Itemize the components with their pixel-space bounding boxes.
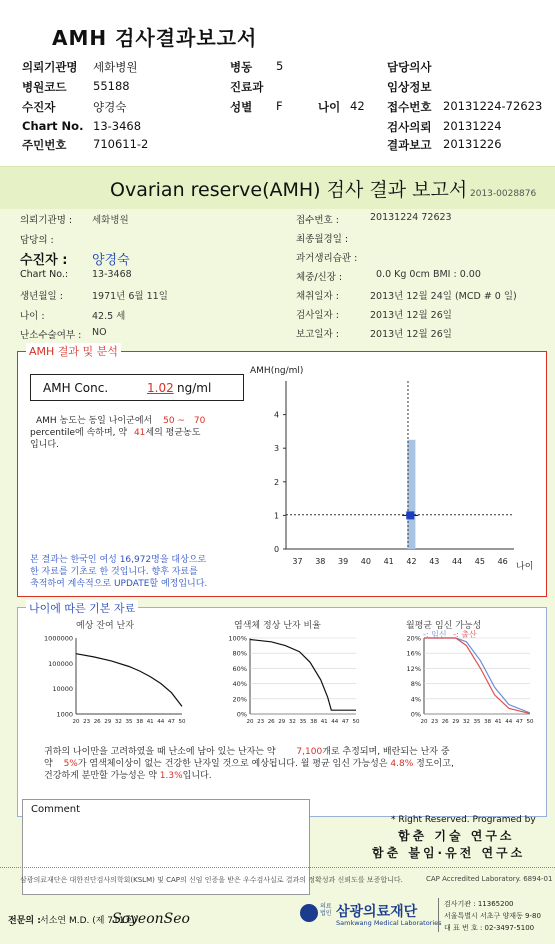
summary-eggs: 7,100 <box>296 747 323 757</box>
info-label: 최종월경일 : <box>296 234 349 245</box>
mini-x-tick-label: 26 <box>441 719 449 725</box>
mini-y-tick-label: 1000 <box>56 710 73 719</box>
mini-x-tick-label: 20 <box>246 719 254 725</box>
x-tick-label: 40 <box>360 557 371 566</box>
mini-y-tick-label: 10000 <box>52 685 73 694</box>
mini-x-tick-label: 47 <box>341 719 349 725</box>
desc-text: percentile에 속하며, 약 <box>30 428 128 438</box>
header-value: 20131224 <box>443 119 502 133</box>
mini-x-tick-label: 20 <box>420 719 428 725</box>
biz-number: 검사기관 : 11365200 <box>444 900 514 908</box>
range-bar <box>407 440 415 549</box>
amh-conc-label: AMH Conc. <box>43 381 109 395</box>
header-label: 수진자 <box>22 100 56 114</box>
info-label: 의뢰기관명 : <box>20 215 73 226</box>
desc-text: 세의 평균농도 <box>145 428 201 438</box>
summary-line <box>44 768 212 781</box>
header-value: 710611-2 <box>93 137 149 151</box>
report-title: Ovarian reserve(AMH) 검사 결과 보고서 <box>110 179 468 201</box>
company-name-en: Samkwang Medical Laboratories <box>336 919 442 927</box>
mini-x-tick-label: 44 <box>505 719 513 725</box>
mini-x-tick-label: 50 <box>352 719 360 725</box>
summary-text: 개로 추정되며, 배란되는 난자 중 <box>322 747 450 757</box>
institute-2: 함춘 불임·유전 연구소 <box>372 846 526 860</box>
summary-text: 건강하게 분만할 가능성은 약 <box>44 771 157 781</box>
y-tick-label: 0 <box>274 545 280 554</box>
info-label: 검사일자 : <box>296 310 339 321</box>
mini-x-tick-label: 32 <box>462 719 470 725</box>
mini-x-tick-label: 41 <box>320 719 328 725</box>
cap-text: CAP Accredited Laboratory. 6894-01 <box>426 875 553 883</box>
comment-label: Comment <box>31 804 80 815</box>
data-note-line: 축적하여 계속적으로 UPDATE할 예정입니다. <box>30 579 208 589</box>
header-label: 결과보고 <box>387 138 432 152</box>
info-label: 생년월일 : <box>20 291 63 302</box>
mini-x-tick-label: 29 <box>452 719 460 725</box>
info-value: 세화병원 <box>92 215 129 226</box>
info-label: 체중/신장 : <box>296 272 343 283</box>
doctor-signature: SoyeonSeo <box>112 911 190 927</box>
institute-1: 함춘 기술 연구소 <box>398 829 515 843</box>
header-value: 5 <box>276 59 284 73</box>
mini-x-tick-label: 35 <box>473 719 481 725</box>
header-value: 20131226 <box>443 137 502 151</box>
header-label: Chart No. <box>22 119 84 133</box>
mini-y-tick-label: 80% <box>232 649 247 658</box>
header-label: 담당의사 <box>387 60 432 74</box>
header-value: 양경숙 <box>93 100 127 114</box>
desc-text: AMH 농도는 동일 나이군에서 <box>36 416 153 426</box>
header-label: 접수번호 <box>387 100 432 114</box>
y-axis-label: AMH(ng/ml) <box>250 366 304 376</box>
mini-x-tick-label: 44 <box>331 719 339 725</box>
mini-x-tick-label: 32 <box>288 719 296 725</box>
mini-series-line-0 <box>424 638 530 713</box>
amh-conc-box <box>30 374 244 401</box>
mini-y-tick-label: 60% <box>232 664 247 673</box>
pct-sep: ~ <box>177 416 185 426</box>
info-label: 접수번호 : <box>296 215 339 226</box>
summary-text: 약 <box>44 759 53 769</box>
summary-text: 귀하의 나이만을 고려하였을 때 난소에 남아 있는 난자는 약 <box>44 747 276 757</box>
x-tick-label: 43 <box>429 557 440 566</box>
doctor-name: 서소연 M.D. (제 711호) <box>40 916 137 926</box>
company-name: 삼광의료재단 <box>336 904 418 920</box>
mini-x-tick-label: 23 <box>431 719 439 725</box>
summary-abnormal: 5% <box>63 759 78 769</box>
mini-y-tick-label: 0% <box>410 710 421 719</box>
header-value: 20131224-72623 <box>443 99 543 113</box>
mini-x-tick-label: 29 <box>278 719 286 725</box>
company-prefix: 의료법인 <box>320 903 332 917</box>
info-label: 난소수술여부 : <box>20 330 82 341</box>
header-label: 병원코드 <box>22 80 67 94</box>
info-value: 2013년 12월 24일 (MCD # 0 일) <box>370 291 517 302</box>
company-tel: 대 표 번 호 : 02-3497-5100 <box>444 924 535 932</box>
header-label: 성별 <box>230 100 253 114</box>
x-tick-label: 45 <box>474 557 485 566</box>
mini-x-tick-label: 50 <box>526 719 534 725</box>
mini-y-tick-label: 8% <box>410 680 421 689</box>
legend-icon-pregnancy: -: <box>423 630 432 639</box>
y-tick-label: 1 <box>274 511 280 521</box>
chart-title-normal-eggs: 염색체 정상 난자 비율 <box>234 621 321 631</box>
mini-x-tick-label: 38 <box>484 719 492 725</box>
info-label: 채취일자 : <box>296 291 339 302</box>
header-label: 병동 <box>230 60 253 74</box>
patient-name-label: 수진자 : <box>20 253 68 268</box>
header-label: 주민번호 <box>22 138 67 152</box>
amh-description-line: 입니다. <box>30 440 59 450</box>
x-tick-label: 42 <box>406 557 417 566</box>
mini-x-tick-label: 38 <box>136 719 144 725</box>
info-value: NO <box>92 327 107 338</box>
info-label: 보고일자 : <box>296 329 339 340</box>
age-ref: 41 <box>133 428 146 438</box>
mini-y-tick-label: 4% <box>410 695 421 704</box>
info-label: 과거생리습관 : <box>296 253 358 264</box>
data-point <box>406 511 414 519</box>
mini-series-line-0 <box>250 640 356 711</box>
company-address: 서울특별시 서초구 양재동 9-80 <box>444 912 541 920</box>
mini-x-tick-label: 50 <box>178 719 186 725</box>
summary-birth: 1.3% <box>159 771 183 781</box>
mini-x-tick-label: 41 <box>494 719 502 725</box>
x-tick-label: 46 <box>497 557 508 566</box>
report-sheet <box>0 166 555 944</box>
x-tick-label: 44 <box>452 557 463 566</box>
analysis-title: AMH 결과 및 분석 <box>26 343 121 359</box>
mini-y-tick-label: 0% <box>236 710 247 719</box>
y-tick-label: 2 <box>274 477 280 487</box>
basic-data-panel <box>17 602 547 817</box>
mini-y-tick-label: 1000000 <box>44 634 73 643</box>
data-note-line: 본 결과는 한국인 여성 16,972명을 대상으로 <box>30 555 207 565</box>
contact-divider <box>438 898 439 932</box>
mini-x-tick-label: 32 <box>114 719 122 725</box>
info-value: 2013년 12월 26일 <box>370 310 452 321</box>
mini-x-tick-label: 26 <box>267 719 275 725</box>
amh-age-chart <box>250 361 540 585</box>
header-value: F <box>276 99 283 113</box>
y-tick-label: 3 <box>274 444 280 454</box>
mini-x-tick-label: 29 <box>104 719 112 725</box>
x-tick-label: 38 <box>315 557 326 566</box>
x-tick-label: 39 <box>338 557 349 566</box>
header-label: 의뢰기관명 <box>22 60 78 74</box>
mini-y-tick-label: 20% <box>232 695 247 704</box>
mini-y-tick-label: 20% <box>406 634 421 643</box>
mini-y-tick-label: 40% <box>232 680 247 689</box>
mini-series-line-0 <box>76 654 182 707</box>
patient-name: 양경숙 <box>92 253 130 268</box>
info-value: 42.5 세 <box>92 311 126 322</box>
report-number: 2013-0028876 <box>470 189 537 199</box>
mini-x-tick-label: 35 <box>299 719 307 725</box>
data-note-line: 한 자료를 기초로 한 것입니다. 향후 자료를 <box>30 567 198 577</box>
mini-y-tick-label: 100000 <box>48 659 73 668</box>
header-label: 진료과 <box>230 80 264 94</box>
page-title: AMH 검사결과보고서 <box>52 26 258 50</box>
chart-title-pregnancy: 월평균 임신 가능성 <box>406 621 482 631</box>
summary-text: 입니다. <box>182 771 212 781</box>
mini-x-tick-label: 23 <box>83 719 91 725</box>
mini-x-tick-label: 26 <box>93 719 101 725</box>
header-value: 13-3468 <box>93 119 142 133</box>
x-axis-label: 나이 <box>516 562 534 572</box>
mini-series-line-1 <box>424 638 530 714</box>
chart-title-remaining-eggs: 예상 잔여 난자 <box>76 621 134 631</box>
summary-text: 정도이고, <box>416 759 454 769</box>
mini-y-tick-label: 100% <box>228 634 247 643</box>
basic-data-title: 나이에 따른 기본 자료 <box>26 600 138 616</box>
pregnancy-chance-chart <box>366 634 546 740</box>
header-label: 나이 <box>318 100 341 114</box>
summary-text: 가 염색체이상이 없는 건강한 난자일 것으로 예상됩니다. 월 평균 임신 가능성은 <box>77 759 388 769</box>
company-logo-icon <box>300 904 318 922</box>
x-tick-label: 37 <box>292 557 303 566</box>
normal-egg-ratio-chart <box>192 634 372 740</box>
mini-x-tick-label: 38 <box>310 719 318 725</box>
info-value: 20131224 72623 <box>370 212 452 223</box>
mini-x-tick-label: 35 <box>125 719 133 725</box>
pct-high: 70 <box>193 416 206 426</box>
amh-conc-unit: ng/ml <box>177 381 212 395</box>
footer-divider <box>0 867 555 868</box>
legend-icon-birth: -: <box>453 630 462 639</box>
header-label: 검사의뢰 <box>387 120 432 134</box>
pct-low: 50 <box>163 416 175 426</box>
doctor-label: 전문의 : <box>8 916 41 926</box>
legend-birth: 출산 <box>461 630 477 639</box>
mini-x-tick-label: 41 <box>146 719 154 725</box>
mini-x-tick-label: 23 <box>257 719 265 725</box>
info-value: 2013년 12월 26일 <box>370 329 452 340</box>
remaining-eggs-chart <box>18 634 198 740</box>
certification-text: 삼광의료재단은 대한진단검사의학회(KSLM) 및 CAP의 신임 인증을 받은 우수검사실로 결과의 정확성과 신뢰도를 보증합니다. <box>20 876 403 884</box>
info-label: Chart No.: <box>20 269 69 280</box>
info-value: 0.0 Kg 0cm BMI : 0.00 <box>376 269 481 280</box>
y-tick-label: 4 <box>274 410 280 420</box>
amh-conc-value: 1.02 <box>147 381 174 395</box>
mini-x-tick-label: 20 <box>72 719 80 725</box>
info-value: 1971년 6월 11일 <box>92 291 168 302</box>
mini-x-tick-label: 47 <box>515 719 523 725</box>
mini-y-tick-label: 12% <box>406 664 421 673</box>
info-value: 13-3468 <box>92 269 132 280</box>
header-label: 임상정보 <box>387 80 432 94</box>
summary-pregnancy: 4.8% <box>390 759 414 769</box>
info-label: 나이 : <box>20 311 45 322</box>
header-value: 42 <box>350 99 365 113</box>
rights-text: * Right Reserved. Programed by <box>391 815 536 825</box>
header-value: 55188 <box>93 79 130 93</box>
x-tick-label: 41 <box>383 557 394 566</box>
mini-x-tick-label: 47 <box>167 719 175 725</box>
legend-pregnancy: 임신 <box>431 630 447 639</box>
header-value: 세화병원 <box>93 60 138 74</box>
mini-y-tick-label: 16% <box>406 649 421 658</box>
info-label: 담당의 : <box>20 235 54 246</box>
mini-x-tick-label: 44 <box>157 719 165 725</box>
